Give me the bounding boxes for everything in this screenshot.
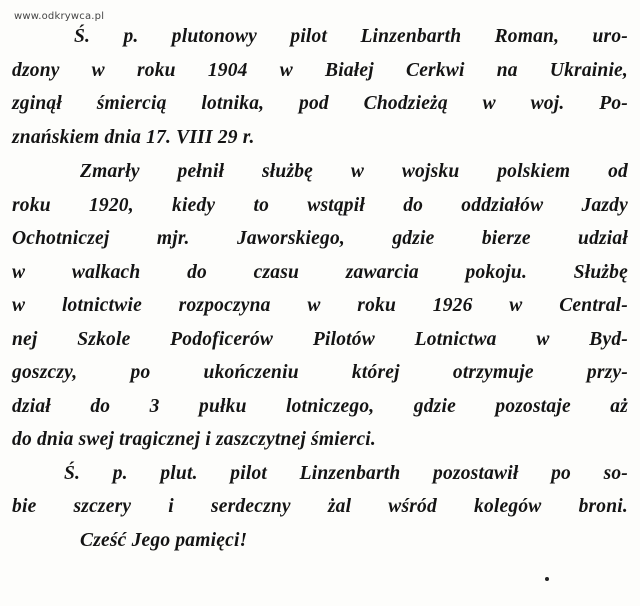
text-line-14: Ś. p. plut. pilot Linzenbarth pozostawił po so- bbox=[64, 462, 628, 484]
text-line-12: dział do 3 pułku lotniczego, gdzie pozostaje aż bbox=[12, 395, 628, 417]
obituary-text bbox=[12, 20, 628, 557]
text-line-4: znańskiem dnia 17. VIII 29 r. bbox=[12, 126, 255, 148]
print-speck bbox=[545, 577, 549, 581]
text-line-8: w walkach do czasu zawarcia pokoju. Służbę bbox=[12, 261, 628, 283]
text-line-7: Ochotniczej mjr. Jaworskiego, gdzie bierze udział bbox=[12, 228, 628, 249]
text-line-13: do dnia swej tragicznej i zaszczytnej śmierci. bbox=[12, 429, 376, 450]
watermark-url: www.odkrywca.pl bbox=[14, 11, 105, 22]
text-line-15: bie szczery i serdeczny żal wśród kolegów broni. bbox=[12, 496, 628, 517]
text-line-10: nej Szkole Podoficerów Pilotów Lotnictwa w Byd- bbox=[12, 328, 628, 350]
text-line-5: Zmarły pełnił służbę w wojsku polskiem od bbox=[80, 161, 628, 182]
text-line-2: dzony w roku 1904 w Białej Cerkwi na Ukrainie, bbox=[12, 59, 628, 81]
text-line-9: w lotnictwie rozpoczyna w roku 1926 w Central- bbox=[12, 295, 628, 316]
text-line-3: zginął śmiercią lotnika, pod Chodzieżą w woj. Po- bbox=[12, 93, 628, 114]
text-line-16: Cześć Jego pamięci! bbox=[80, 529, 248, 551]
text-line-6: roku 1920, kiedy to wstąpił do oddziałów Jazdy bbox=[12, 194, 628, 216]
text-line-1: Ś. p. plutonowy pilot Linzenbarth Roman, uro- bbox=[74, 26, 628, 47]
text-line-11: goszczy, po ukończeniu której otrzymuje przy- bbox=[12, 362, 628, 383]
